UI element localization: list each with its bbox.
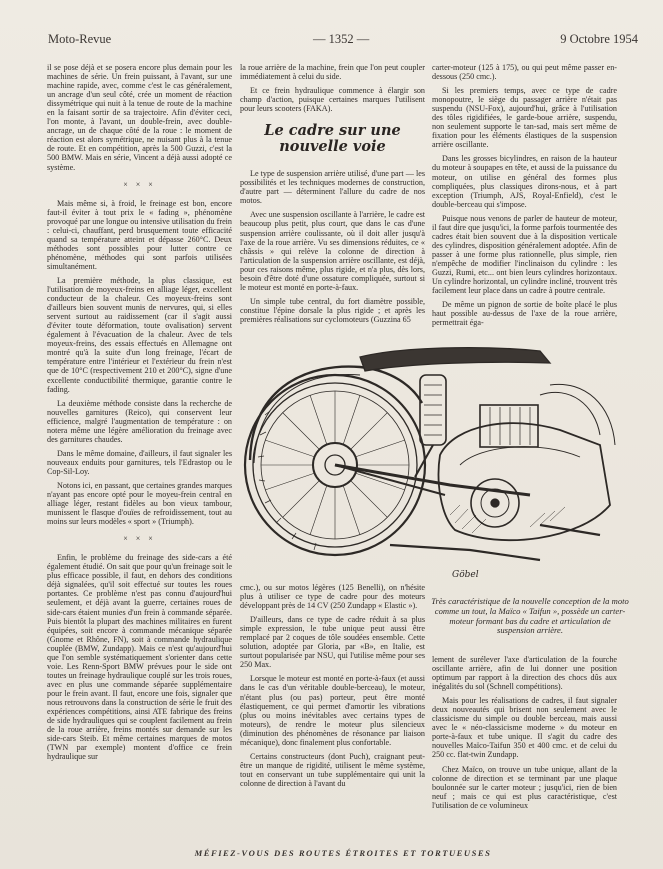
paragraph: Puisque nous venons de parler de hauteur de moteur, il faut dire que jusqu'ici, la forme parfois tourmentée des cadres était bien souvent due à la disposition verticale des cylindres, disposition généralement adoptée. Afin de passer à une forme plus rationnelle, plus simple, rien n'empêche de modifier l'inclinaison du cylindre : les Guzzi, Rumi, etc... ont bien leurs cylindres horizontaux. Un cylindre horizontal, un cylindre incliné, trouvent très facilement leur place dans un cadre à poutre centrale.: [432, 213, 617, 296]
paragraph: la roue arrière de la machine, frein que l'on peut coupler immédiatement à celui du side.: [240, 63, 425, 82]
paragraph: cmc.), ou sur motos légères (125 Benelli), on n'hésite plus à utiliser ce type de cadre pour des moteurs développant près de 14 CV (250 Zundapp « Elastic »).: [240, 583, 425, 611]
paragraph: Chez Maïco, on trouve un tube unique, allant de la colonne de direction et se terminant par une plaque boulonnée sur le carter moteur ; jusqu'ici, rien de bien neuf ; mais ce qui est plus caractéristique, c'est l'utilisation de ce volumineux: [432, 764, 617, 810]
paragraph: Mais pour les réalisations de cadres, il faut signaler deux nouveautés qui brisent non seulement avec le classicisme du simple ou double berceau, mais aussi avec le « néo-classicisme moderne » du moteur en porte-à-faux et tube unique. Il s'agit du cadre des nouvelles Maïco-Taifun 350 et 400 cmc. et de celui du 250 cc. flat-twin Zundapp.: [432, 696, 617, 760]
illustration-caption: Très caractéristique de la nouvelle conception de la moto comme un tout, la Maïco « Taifun », possède un carter-moteur formant bas du cadre et articulation de suspension arrière.: [431, 596, 629, 636]
section-separator: × × ×: [123, 534, 156, 544]
paragraph: La deuxième méthode consiste dans la recherche de nouvelles garnitures (Reico), qui conservent leur efficience, malgré l'augmentation de température : on notera même une légère amélioration du freinage avec des garnitures chaudes.: [47, 398, 232, 444]
paragraph: La première méthode, la plus classique, est l'utilisation de moyeux-freins en alliage léger, excellent conducteur de la chaleur. Ces moyeux-freins sont d'ailleurs bien souvent munis de nervures, qui, si elles servent surtout au raidissement (car il s'agit aussi d'éviter toute déformation, toute ovalisation) servent également à l'évacuation de la chaleur. Avec de tels moyeux-freins, des essais effectués en Allemagne ont montré qu'à la suite d'un long freinage, l'écart de température entre l'intérieur et l'extérieur du frein n'est que de 10°C (respectivement 210 et 200°C), signe d'une excellente conductibilité thermique, garantie contre le fading.: [47, 275, 232, 394]
article-column-2-lower: [240, 583, 425, 835]
paragraph: Avec une suspension oscillante à l'arrière, le cadre est beaucoup plus petit, plus court, que dans le cas d'une suspension arrière coulissante, où il doit aller jusqu'à l'axe de la roue arrière. Vu ses dimensions réduites, ce « châssis » qui relève la colonne de direction à l'articulation de la suspension arrière oscillante, est déjà, pour ces raisons même, plus rigide, et n'a plus, dès lors, besoin d'être doté d'une ossature compliquée, surtout si le moteur est monté en porte-à-faux.: [240, 210, 425, 292]
paragraph: Certains constructeurs (dont Puch), craignant peut-être un manque de rigidité, utilisent le même système, tout en conservant un tube supplémentaire qui unit la colonne de direction à l'avant du: [240, 751, 425, 788]
paragraph: Lorsque le moteur est monté en porte-à-faux (et aussi dans le cas d'un véritable double-berceau), le moteur, n'étant plus (ou pas) porteur, peut être monté élastiquement, ce qui permet d'amortir les vibrations (plus ou moins inévitables avec certains types de moteurs), de rendre le moteur plus silencieux (diminution des phénomènes de résonance par liaison mécanique), donc finalement plus confortable.: [240, 674, 425, 747]
paragraph: Le type de suspension arrière utilisé, d'une part — les possibilités et les techniques modernes de construction, d'autre part — déterminent l'allure du cadre de nos motos.: [240, 169, 425, 206]
paragraph: Dans les grosses bicylindres, en raison de la hauteur du moteur à soupapes en tête, et aussi de la puissance du moteur, on utilise en général des formes plus compliquées, plus classiques dirons-nous, et à part exception (Triumph, AJS, Royal-Enfield), c'est le double-berceau qui s'impose.: [432, 154, 617, 209]
paragraph: il se pose déjà et se posera encore plus demain pour les machines de série. Un frein puissant, à l'avant, sur une machine rapide, avec, comme c'est le cas généralement, un ancrage d'un seul côté, crée un moment de réaction dissymétrique qui nuit à la tenue de route de la machine en la faisant sortir de sa trajectoire. Afin d'éviter ceci, l'on monte, à l'avant, un double-frein, avec double-ancrage, un de chaque côté de la roue : le moment de réaction est alors symétrique, ne nuisant plus à la tenue de route. Et en compétition, après la 500 Guzzi, c'est la 500 BMW. Mais en série, Vincent a déjà aussi adopté ce système.: [47, 63, 232, 172]
paragraph: Si les premiers temps, avec ce type de cadre monopoutre, le siège du passager arrière n'était pas suspendu (NSU-Fox), aujourd'hui, grâce à l'utilisation des tôles rigidifiées, le garde-boue arrière, suspendu, non seulement supporte le tan-sad, mais sert même de fixation pour les éléments élastiques de la suspension arrière oscillante.: [432, 86, 617, 150]
paragraph: Et ce frein hydraulique commence à élargir son champ d'action, puisque certaines marques l'utilisent pour leurs scooters (FAKA).: [240, 86, 425, 114]
motorcycle-frame-illustration: [240, 345, 625, 585]
page-header: [48, 32, 638, 48]
paragraph: Un simple tube central, du fort diamètre possible, constitue l'épine dorsale la plus rigide ; et après les premières réalisations sur cyclomoteurs (Guzzina 65: [240, 296, 425, 324]
article-column-3-lower: [432, 655, 617, 835]
page-number: — 1352 —: [313, 32, 370, 46]
paragraph: Dans le même domaine, d'ailleurs, il faut signaler les nouveaux enduits pour garnitures, tels l'Edrastop ou le Cop-Sil-Loy.: [47, 448, 232, 476]
paragraph: carter-moteur (125 à 175), ou qui peut même passer en-dessous (250 cmc.).: [432, 63, 617, 82]
magazine-name: Moto-Revue: [48, 32, 112, 46]
article-column-3: [432, 63, 617, 373]
paragraph: Mais même si, à froid, le freinage est bon, encore faut-il éviter à tout prix le « fading », phénomène provoqué par une longue ou intensive utilisation du frein : celui-ci, chauffant, perd brusquement toute efficacité quand sa température atteint et dépasse 260°C. Deux méthodes sont possibles pour lutter contre ce phénomène, méthodes qui sont parfois utilisées simultanément.: [47, 198, 232, 271]
page-footer-slogan: MÉFIEZ-VOUS DES ROUTES ÉTROITES ET TORTUEUSES: [194, 848, 492, 858]
issue-date: 9 Octobre 1954: [560, 32, 638, 46]
paragraph: Notons ici, en passant, que certaines grandes marques n'ayant pas encore opté pour le moyeu-frein central en alliage léger, restant fidèles au bon vieux tambour, munissent le flasque d'ouïes de refroidissement, tout au moins sur leurs modèles « sport » (Triumph).: [47, 480, 232, 527]
paragraph: De même un pignon de sortie de boîte placé le plus haut possible au-dessus de l'axe de la roue arrière, permettrait éga-: [432, 300, 617, 328]
illustrator-signature: Göbel: [452, 570, 479, 580]
section-heading: Le cadre sur une nouvelle voie: [264, 122, 401, 156]
paragraph: D'ailleurs, dans ce type de cadre réduit à sa plus simple expression, le tube unique peut aussi être remplacé par 2 coques de tôle soudées ensemble. Cette solution, adoptée par Gloria, par «B», en Italie, est surtout popularisée par NSU, qui l'utilise même pour ses 250 Max.: [240, 615, 425, 670]
paragraph: Enfin, le problème du freinage des side-cars a été également étudié. On sait que pour qu'un freinage soit le plus efficace possible, il faut, en dehors des conditions déjà signalées, qu'il soit effectué sur toutes les roues portantes. Ce problème n'est pas connu d'aujourd'hui seulement, et déjà avant la guerre, certaines roues de side-cars étaient munies d'un frein à commande séparée. Puis bientôt la plupart des machines militaires en furent équipées, soit encore à commande mécanique séparée (Gnome et Rhône, FN), soit à commande hydraulique couplée (BMW, Zundapp). Mais ce n'est qu'aujourd'hui que l'on semble systématiquement s'orienter dans cette voie. Les Renn-Sport BMW prévues pour le side ont toutes un freinage hydraulique couplé sur les trois roues, avec en plus une commande séparée supplémentaire pour le frein avant. Il faut, encore une fois, signaler que nous retrouvons dans la construction de série le fruit des expériences compétitions, ainsi ATE fabrique des freins de side hydrauliques qui se couplent facilement au frein de la roue arrière, freins montés sur demande sur les side-cars Steib. Et même certaines marques de motos (TWN par exemple) montent d'office ce frein hydraulique sur: [47, 553, 232, 762]
paragraph: lement de surélever l'axe d'articulation de la fourche oscillante arrière, afin de lui donner une position optimum par rapport à la direction des chocs dûs aux inégalités du sol (Schnell compétitions).: [432, 655, 617, 692]
section-separator: × × ×: [123, 179, 156, 189]
article-column-1: [47, 63, 232, 835]
